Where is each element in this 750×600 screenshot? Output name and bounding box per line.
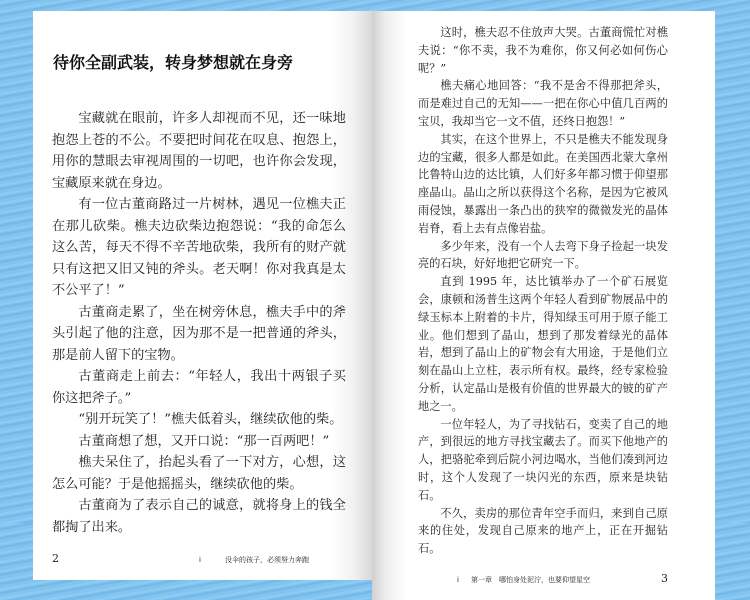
right-page-body (418, 24, 668, 558)
paragraph: “别开玩笑了！”樵夫低着头，继续砍他的柴。 (78, 412, 343, 427)
right-page-footer (418, 558, 668, 586)
paragraph: 古董商走上前去：“年轻人，我出十两银子买你这把斧子。” (52, 369, 346, 406)
running-footer: 第一章 哪怕身处泥泞，也要仰望星空 (470, 575, 590, 584)
left-page-body (52, 108, 346, 538)
paragraph: 樵夫呆住了，抬起头看了一下对方，心想，这怎么可能？于是他摇摇头，继续砍他的柴。 (52, 455, 346, 492)
paragraph: 多少年来，没有一个人去弯下身子捡起一块发亮的石块，好好地把它研究一下。 (418, 239, 668, 271)
left-page-footer (52, 538, 346, 566)
left-page (33, 11, 372, 580)
running-footer: 没伞的孩子，必须努力奔跑 (224, 556, 309, 564)
paragraph: 有一位古董商路过一片树林，遇见一位樵夫正在那儿砍柴。樵夫边砍柴边抱怨说：“我的命怎么这么苦，每天不得不辛苦地砍柴，我所有的财产就只有这把又旧又钝的斧头。老天啊！你对我真是太不公平了！” (52, 197, 346, 298)
footer-mark: i (457, 575, 459, 584)
paragraph: 一位年轻人，为了寻找钻石，变卖了自己的地产，到很远的地方寻找宝藏去了。而买下他地产的人，把骆驼牵到后院小河边喝水，当他们凑到河边时，这个人发现了一块闪光的东西，原来是块钻石。 (418, 417, 668, 502)
footer-mark: i (199, 556, 201, 564)
chapter-title: 待你全副武装，转身梦想就在身旁 (53, 53, 294, 72)
paragraph: 不久，卖房的那位青年空手而归，来到自己原来的住处，发现自己原来的地产上，正在开掘钻石。 (418, 506, 668, 556)
paragraph: 古董商走累了，坐在树旁休息，樵夫手中的斧头引起了他的注意，因为那不是一把普通的斧头，那是前人留下的宝物。 (52, 304, 346, 363)
paragraph: 其实，在这个世界上，不只是樵夫不能发现身边的宝藏，很多人都是如此。在美国西北蒙大拿州比鲁特山边的达比镇，人们好多年都习惯于仰望那座晶山。晶山之所以获得这个名称，是因为它被风雨侵蚀，暴露出一条凸出的狭窄的微微发光的晶体岩脊，看上去有点像岩盐。 (418, 132, 668, 235)
paragraph: 樵夫痛心地回答：“我不是舍不得那把斧头，而是难过自己的无知——一把在你心中值几百两的宝贝，我却当它一文不值，还终日抱怨！” (418, 79, 668, 128)
paragraph: 直到 1995 年，达比镇举办了一个矿石展览会，康顿和汤普生这两个年轻人看到矿物展品中的绿玉标本上附着的卡片，得知绿玉可用于原子能工业。他们想到了晶山，想到了那发着绿光的晶体岩，想到了晶山上的矿物会有大用途，于是他们立刻在晶山上立柱，表示所有权。最终，经专家检验分析，认定晶山是极有价值的世界最大的铍的矿产地之一。 (418, 275, 668, 413)
paragraph: 古董商想了想，又开口说：“那一百两吧！” (78, 433, 330, 449)
page-number: 3 (661, 571, 668, 585)
paragraph: 这时，樵夫忍不住放声大哭。古董商慌忙对樵夫说：“你不卖，我不为难你，你又何必如何伤心呢？” (418, 26, 668, 75)
right-page (372, 11, 715, 600)
paragraph: 宝藏就在眼前，许多人却视而不见，还一味地抱怨上苍的不公。不要把时间花在叹息、抱怨上，用你的慧眼去审视周围的一切吧，也许你会发现，宝藏原来就在身边。 (52, 111, 346, 191)
paragraph: 古董商为了表示自己的诚意，就将身上的钱全都掏了出来。 (52, 498, 346, 535)
page-number: 2 (52, 552, 59, 565)
